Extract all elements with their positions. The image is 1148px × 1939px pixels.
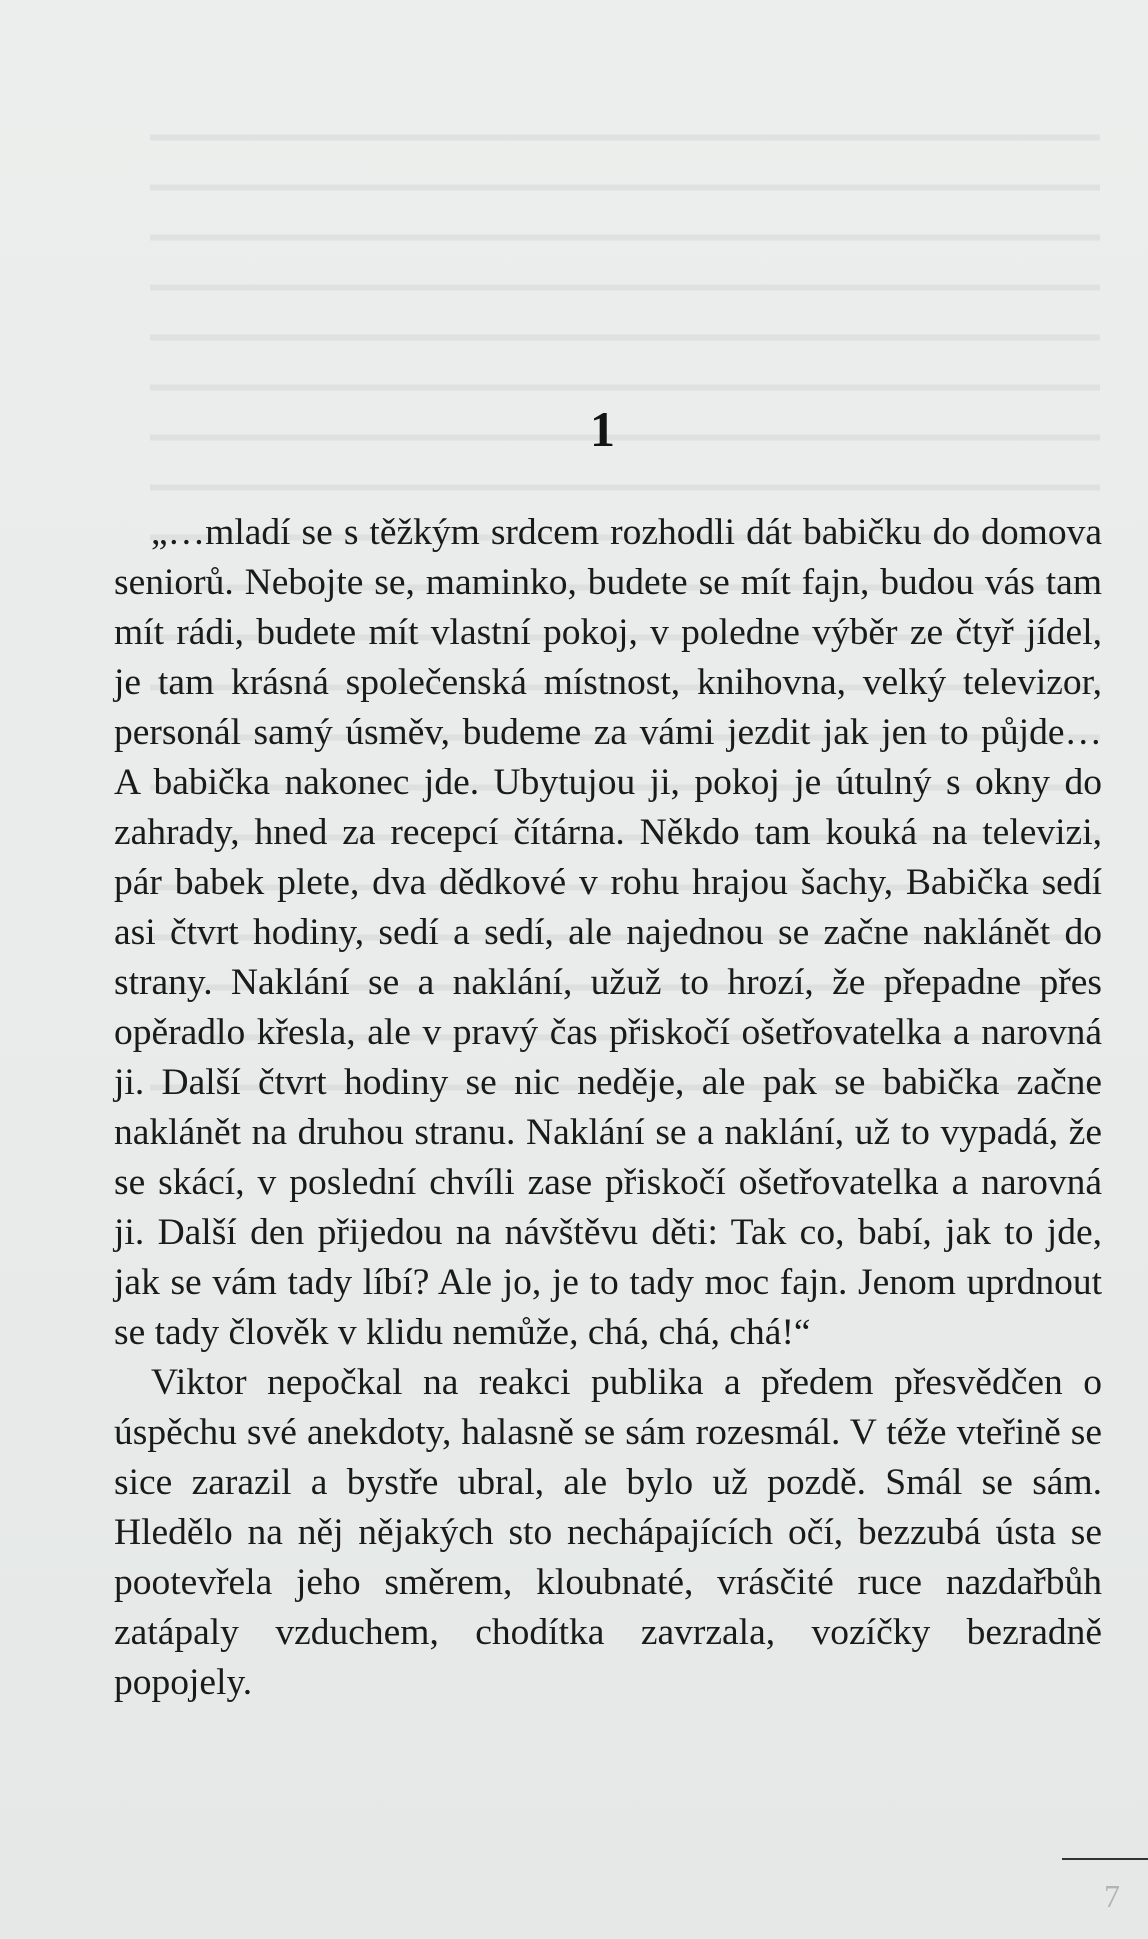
footer-rule <box>1062 1858 1148 1860</box>
paragraph-reaction: Viktor nepočkal na reakci publika a předem přesvědčen o úspěchu své anekdoty, halasně se sám rozesmál. V téže vteřině se sice zarazil a bystře ubral, ale bylo už pozdě. Smál se sám. Hledělo na něj nějakých sto nechápajících očí, bezzubá ústa se pootevřela jeho směrem, kloubnaté, vrásčité ruce nazdařbůh zatápaly vzduchem, chodítka zavrzala, vozíčky bezradně popojely. <box>114 1362 1102 1703</box>
paragraph-anecdote: „…mladí se s těžkým srdcem rozhodli dát babičku do domova seniorů. Nebojte se, maminko, budete se mít fajn, budou vás tam mít rádi, budete mít vlastní pokoj, v poledne výběr ze čtyř jídel, je tam krásná společenská místnost, knihovna, velký televizor, personál samý úsměv, budeme za vámi jezdit jak jen to půjde… A babička nakonec jde. Ubytujou ji, pokoj je útulný s okny do zahrady, hned za recepcí čítárna. Někdo tam kouká na televizi, pár babek plete, dva dědkové v rohu hrajou šachy, Babička sedí asi čtvrt hodiny, sedí a sedí, ale najednou se začne naklánět do strany. Naklání se a naklání, užuž to hrozí, že přepadne přes opěradlo křesla, ale v pravý čas přiskočí ošetřovatelka a narovná ji. Další čtvrt hodiny se nic neděje, ale pak se babička začne naklánět na druhou stranu. Naklání se a naklání, už to vypadá, že se skácí, v poslední chvíli zase přiskočí ošetřovatelka a narovná ji. Další den přijedou na návštěvu děti: Tak co, babí, jak to jde, jak se vám tady líbí? Ale jo, je to tady moc fajn. Jenom uprdnout se tady člověk v klidu nemůže, chá, chá, chá!“ <box>114 512 1102 1353</box>
page-number: 7 <box>1104 1878 1120 1914</box>
chapter-number: 1 <box>590 401 615 457</box>
body-text <box>114 508 1102 1708</box>
